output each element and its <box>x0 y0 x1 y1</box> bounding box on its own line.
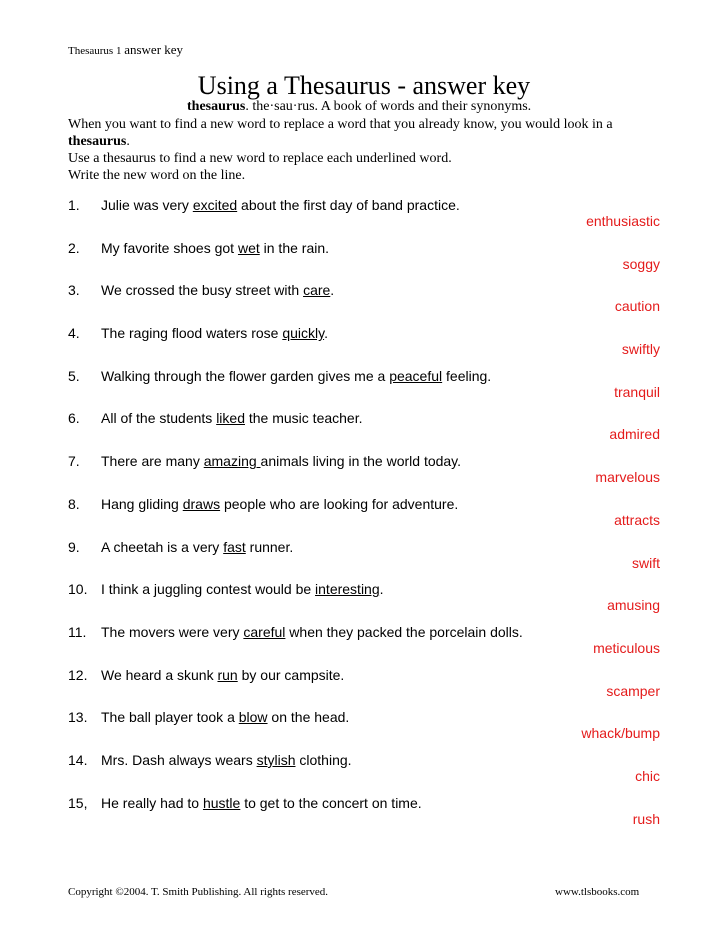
sentence-before: The raging flood waters rose <box>101 325 283 342</box>
footer-website: www.tlsbooks.com <box>555 886 640 898</box>
question-sentence <box>101 667 344 683</box>
question-sentence <box>101 240 329 256</box>
sentence-before: Julie was very <box>101 197 193 213</box>
sentence-after: feeling. <box>442 367 492 384</box>
instruction-line-1: When you want to find a new word to replace a word that you already know, you would look in a <box>68 117 613 132</box>
sentence-after: . <box>330 282 335 299</box>
question-item <box>68 282 660 325</box>
underlined-word: peaceful <box>389 367 443 384</box>
question-number: 4. <box>68 325 80 342</box>
header-label-text: Thesaurus 1 <box>68 45 122 57</box>
question-number: 13. <box>68 709 88 726</box>
sentence-after: in the rain. <box>259 239 330 256</box>
question-item <box>68 752 660 795</box>
question-item <box>68 197 660 240</box>
question-sentence <box>101 197 460 213</box>
header-label <box>68 42 183 58</box>
underlined-word: fast <box>223 538 246 555</box>
answer-word: swift <box>632 554 660 571</box>
underlined-word: wet <box>237 239 260 256</box>
underlined-word: liked <box>216 410 245 427</box>
question-sentence <box>101 709 349 725</box>
question-number: 3. <box>68 282 80 299</box>
question-number: 11. <box>68 623 87 640</box>
question-item <box>68 325 660 368</box>
sentence-before: We crossed the busy street with <box>101 282 304 299</box>
question-item <box>68 667 660 710</box>
question-sentence <box>101 410 363 426</box>
underlined-word: hustle <box>202 794 241 811</box>
question-number: 7. <box>68 453 80 470</box>
question-number: 2. <box>68 239 80 256</box>
answer-word: admired <box>609 426 660 443</box>
question-sentence <box>101 624 523 640</box>
question-item <box>68 240 660 283</box>
question-list <box>68 197 660 837</box>
question-number: 10. <box>68 581 88 598</box>
sentence-before: My favorite shoes got <box>101 239 238 256</box>
question-item <box>68 410 660 453</box>
sentence-before: Hang gliding <box>101 495 183 512</box>
sentence-before: The ball player took a <box>101 709 239 726</box>
sentence-after: people who are looking for adventure. <box>220 495 459 512</box>
answer-word: meticulous <box>593 639 660 656</box>
instruction-term: thesaurus <box>68 134 127 149</box>
answer-word: amusing <box>607 597 660 614</box>
instruction-line-2 <box>68 133 668 150</box>
answer-word: rush <box>632 810 660 827</box>
underlined-word: careful <box>243 623 286 640</box>
answer-word: marvelous <box>595 469 660 486</box>
answer-word: tranquil <box>614 383 660 400</box>
question-sentence <box>101 282 334 298</box>
answer-word: caution <box>614 298 660 315</box>
question-number: 9. <box>68 538 80 555</box>
instruction-line-3: Use a thesaurus to find a new word to replace each underlined word. <box>68 151 452 166</box>
underlined-word: draws <box>182 495 221 512</box>
question-sentence <box>101 325 328 341</box>
sentence-before: I think a juggling contest would be <box>101 581 316 598</box>
underlined-word: care <box>303 282 331 299</box>
question-number: 5. <box>68 367 80 384</box>
question-item <box>68 709 660 752</box>
question-number: 6. <box>68 410 80 427</box>
answer-word: swiftly <box>621 341 660 358</box>
answer-word: whack/bump <box>581 725 660 742</box>
underlined-word: quickly <box>282 325 325 342</box>
instructions <box>68 116 668 184</box>
sentence-after: to get to the concert on time. <box>240 794 422 811</box>
question-sentence <box>101 453 461 469</box>
sentence-after: runner. <box>245 538 294 555</box>
question-sentence <box>101 752 352 768</box>
answer-word: attracts <box>614 511 660 528</box>
sentence-before: All of the students <box>101 410 217 427</box>
sentence-after: about the first day of band practice. <box>237 197 460 213</box>
question-item <box>68 368 660 411</box>
answer-word: scamper <box>606 682 660 699</box>
sentence-before: A cheetah is a very <box>101 538 224 555</box>
question-number: 12. <box>68 666 88 683</box>
question-item <box>68 453 660 496</box>
definition <box>187 99 531 115</box>
sentence-after: animals living in the world today. <box>260 453 462 470</box>
question-number: 15, <box>68 794 88 811</box>
sentence-after: by our campsite. <box>237 666 345 683</box>
sentence-after: on the head. <box>267 709 350 726</box>
sentence-before: Walking through the flower garden gives me a <box>101 367 390 384</box>
sentence-after: when they packed the porcelain dolls. <box>285 623 523 640</box>
sentence-before: There are many <box>101 453 204 470</box>
question-number: 14. <box>68 751 88 768</box>
question-item <box>68 624 660 667</box>
underlined-word: blow <box>238 709 268 726</box>
question-sentence <box>101 539 293 555</box>
sentence-before: He really had to <box>101 794 203 811</box>
question-item <box>68 539 660 582</box>
question-sentence <box>101 581 384 597</box>
question-number: 8. <box>68 495 80 512</box>
sentence-after: . <box>324 325 328 342</box>
underlined-word: amazing <box>203 453 261 470</box>
sentence-before: We heard a skunk <box>101 666 218 683</box>
sentence-after: clothing. <box>295 751 352 768</box>
instruction-line-4: Write the new word on the line. <box>68 168 246 183</box>
underlined-word: run <box>217 666 238 683</box>
sentence-before: The movers were very <box>101 623 244 640</box>
question-number: 1. <box>68 197 80 213</box>
sentence-after: . <box>379 581 384 598</box>
definition-text: . the·sau·rus. A book of words and their synonyms. <box>245 99 532 114</box>
definition-term: thesaurus <box>187 99 246 114</box>
page-title: Using a Thesaurus - answer key <box>197 71 531 100</box>
underlined-word: interesting <box>315 581 380 598</box>
instruction-term-period: . <box>126 134 130 149</box>
footer-copyright: Copyright ©2004. T. Smith Publishing. All rights reserved. <box>68 886 329 898</box>
sentence-before: Mrs. Dash always wears <box>101 751 257 768</box>
question-sentence <box>101 496 458 512</box>
question-sentence <box>101 368 491 384</box>
underlined-word: excited <box>192 197 238 213</box>
underlined-word: stylish <box>256 751 296 768</box>
answer-word: chic <box>635 767 660 784</box>
answer-word: enthusiastic <box>586 213 660 229</box>
answer-word: soggy <box>622 255 660 272</box>
sentence-after: the music teacher. <box>244 410 363 427</box>
question-sentence <box>101 795 422 811</box>
header-label-suffix: answer key <box>124 42 184 57</box>
question-item <box>68 795 660 838</box>
question-item <box>68 496 660 539</box>
question-item <box>68 581 660 624</box>
